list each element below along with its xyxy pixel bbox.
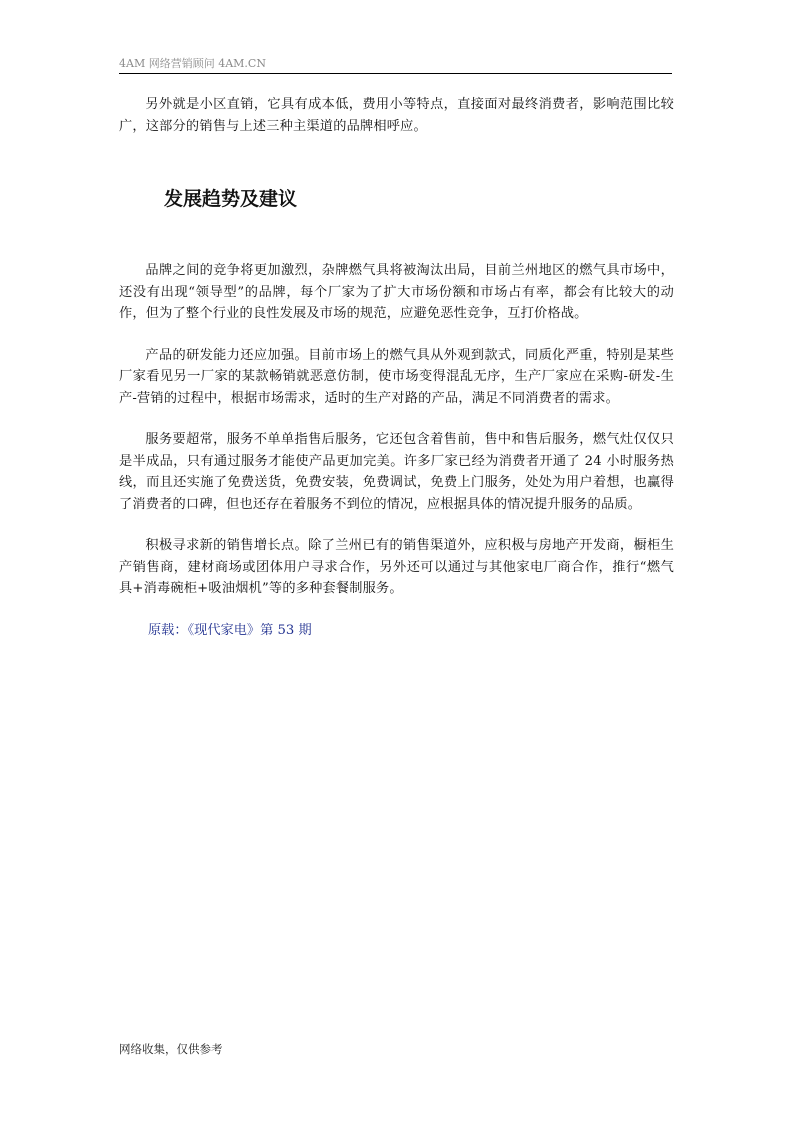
paragraph-growth: 积极寻求新的销售增长点。除了兰州已有的销售渠道外，应积极与房地产开发商，橱柜生产销售商，建材商场或团体用户寻求合作，另外还可以通过与其他家电厂商合作，推行“燃气具+消毒碗柜+吸油烟机”等的多种套餐制服务。 xyxy=(119,538,674,596)
footer-text: 网络收集，仅供参考 xyxy=(119,1042,223,1056)
paragraph-rnd: 产品的研发能力还应加强。目前市场上的燃气具从外观到款式，同质化严重，特别是某些厂家看见另一厂家的某款畅销就恶意仿制，使市场变得混乱无序，生产厂家应在采购-研发-生产-营销的过程中，根据市场需求，适时的生产对路的产品，满足不同消费者的需求。 xyxy=(119,347,674,406)
page-footer xyxy=(119,1041,223,1057)
header-text: 4AM 网络营销顾问 4AM.CN xyxy=(119,57,266,70)
intro-paragraph: 另外就是小区直销，它具有成本低，费用小等特点，直接面对最终消费者，影响范围比较广，这部分的销售与上述三种主渠道的品牌相呼应。 xyxy=(119,97,674,134)
source-citation: 原载：《现代家电》第 53 期 xyxy=(148,622,312,638)
page-header xyxy=(119,58,672,74)
paragraph-competition: 品牌之间的竞争将更加激烈，杂牌燃气具将被淘汰出局，目前兰州地区的燃气具市场中，还没有出现“领导型”的品牌，每个厂家为了扩大市场份额和市场占有率，都会有比较大的动作，但为了整个行业的良性发展及市场的规范，应避免恶性竞争，互打价格战。 xyxy=(119,263,674,321)
section-title: 发展趋势及建议 xyxy=(164,188,298,210)
document-body xyxy=(119,92,674,641)
paragraph-service: 服务要超常，服务不单单指售后服务，它还包含着售前，售中和售后服务，燃气灶仅仅只是半成品，只有通过服务才能使产品更加完美。许多厂家已经为消费者开通了 24 小时服务热线，而且还实施了免费送货，免费安装，免费调试，免费上门服务，处处为用户着想，也赢得了消费者的口碑，但也还存在着服务不到位的情况，应根据具体的情况提升服务的品质。 xyxy=(119,432,674,512)
